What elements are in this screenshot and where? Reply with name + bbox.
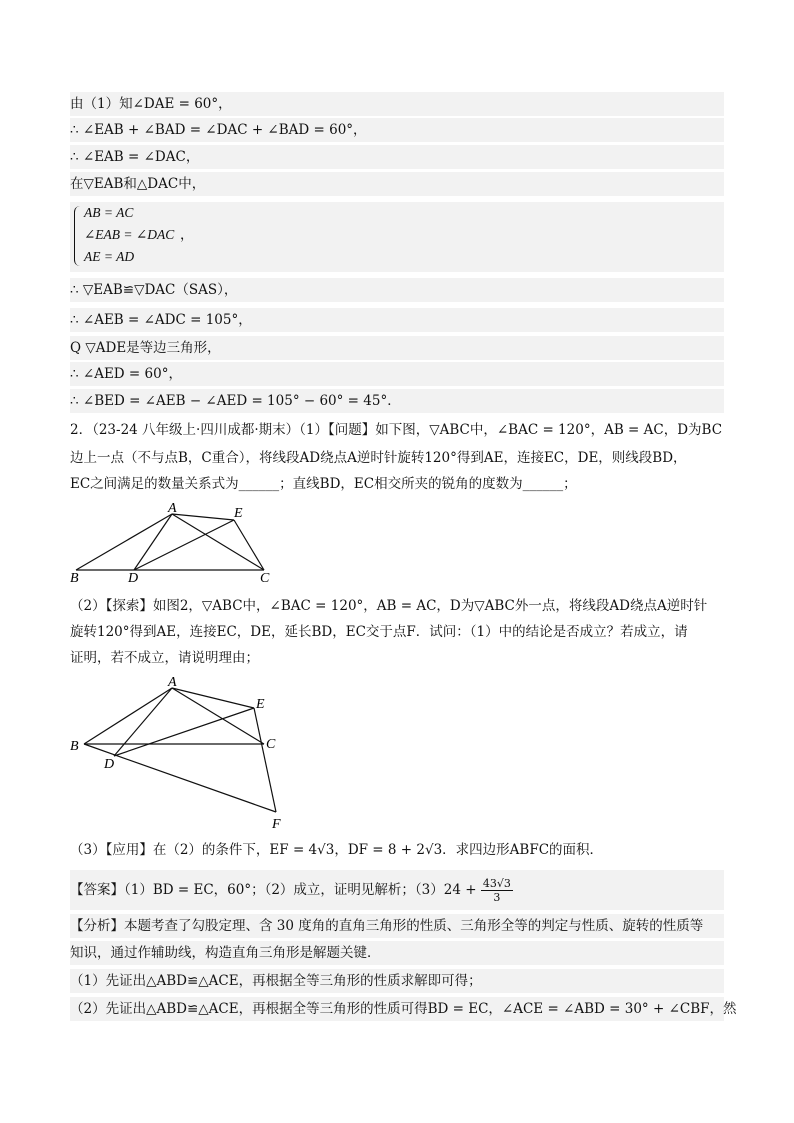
- answer-fraction: [481, 877, 513, 904]
- solution-line-4: 在▽EAB和△DAC中，: [70, 172, 724, 196]
- segment-ec: [234, 520, 264, 570]
- problem-line-2: 边上一点（不与点B，C重合），将线段AD绕点A逆时针旋转120°得到AE，连接EC，DE，则线段BD，: [70, 450, 687, 466]
- segment-ef: [254, 708, 276, 812]
- fraction-numerator: 43√3: [482, 877, 511, 890]
- segment-bf: [84, 744, 276, 812]
- segment-ac: [172, 688, 264, 744]
- label-d: D: [104, 757, 115, 772]
- solution-line-7: Q ▽ADE是等边三角形，: [70, 336, 724, 360]
- system-trail: ，: [180, 227, 194, 243]
- part2-line-2: 旋转120°得到AE，连接EC，DE，延长BD，EC交于点F．试问：（1）中的结论是否成立？若成立，请: [70, 624, 688, 640]
- segment-ab: [76, 514, 172, 570]
- label-c: C: [260, 571, 270, 586]
- analysis-line-1: 【分析】本题考查了勾股定理、含 30 度角的直角三角形的性质、三角形全等的判定与性质、旋转的性质等: [70, 914, 724, 938]
- system-row-1: AB = AC: [84, 205, 134, 220]
- analysis-line-3: （1）先证出△ABD≌△ACE，再根据全等三角形的性质求解即可得；: [70, 969, 724, 993]
- solution-line-2: ∴ ∠EAB + ∠BAD = ∠DAC + ∠BAD = 60°，: [70, 118, 724, 142]
- curly-brace: [74, 206, 83, 266]
- problem-line-1: 2．（23-24 八年级上·四川成都·期末）（1）【问题】如下图，▽ABC中，∠BAC = 120°，AB = AC，D为BC: [70, 422, 723, 438]
- analysis-line-4: （2）先证出△ABD≌△ACE，再根据全等三角形的性质可得BD = EC，∠ACE = ∠ABD = 30° + ∠CBF，然: [70, 997, 724, 1021]
- label-b: B: [70, 739, 79, 754]
- segment-ac: [172, 514, 264, 570]
- label-a: A: [168, 502, 177, 516]
- label-c: C: [266, 737, 276, 752]
- label-e: E: [256, 697, 265, 712]
- segment-ad: [134, 514, 172, 570]
- label-f: F: [272, 817, 281, 832]
- figure-2: [64, 672, 294, 834]
- solution-line-8: ∴ ∠AED = 60°，: [70, 362, 724, 386]
- label-b: B: [70, 571, 79, 586]
- segment-ae: [172, 688, 254, 708]
- solution-line-9: ∴ ∠BED = ∠AEB − ∠AED = 105° − 60° = 45°．: [70, 389, 724, 413]
- fraction-denominator: 3: [493, 891, 501, 904]
- answer-line: [70, 870, 724, 910]
- part2-line-3: 证明，若不成立，请说明理由；: [70, 650, 259, 666]
- part3-line: （3）【应用】在（2）的条件下，EF = 4√3，DF = 8 + 2√3．求四边形ABFC的面积．: [70, 842, 604, 858]
- problem-line-3: EC之间满足的数量关系式为______；直线BD，EC相交所夹的锐角的度数为______；: [70, 476, 577, 492]
- system-row-2: ∠EAB = ∠DAC: [84, 227, 175, 242]
- label-d: D: [128, 571, 139, 586]
- label-a: A: [168, 675, 177, 690]
- part2-line-1: （2）【探索】如图2，▽ABC中，∠BAC = 120°，AB = AC，D为▽ABC外一点，将线段AD绕点A逆时针: [70, 598, 708, 614]
- analysis-line-2: 知识，通过作辅助线，构造直角三角形是解题关键．: [70, 941, 724, 965]
- segment-ab: [84, 688, 172, 744]
- answer-prefix: 【答案】（1）BD = EC，60°；（2）成立，证明见解析；（3）24 +: [70, 882, 477, 898]
- figure-1: [64, 502, 284, 586]
- congruence-system: [70, 202, 724, 272]
- solution-line-6: ∴ ∠AEB = ∠ADC = 105°，: [70, 308, 724, 332]
- system-row-3: AE = AD: [84, 249, 135, 264]
- solution-line-3: ∴ ∠EAB = ∠DAC，: [70, 145, 724, 169]
- label-e: E: [234, 506, 243, 521]
- solution-line-1: 由（1）知∠DAE = 60°，: [70, 92, 724, 116]
- solution-line-5: ∴ ▽EAB≌▽DAC（SAS），: [70, 278, 724, 302]
